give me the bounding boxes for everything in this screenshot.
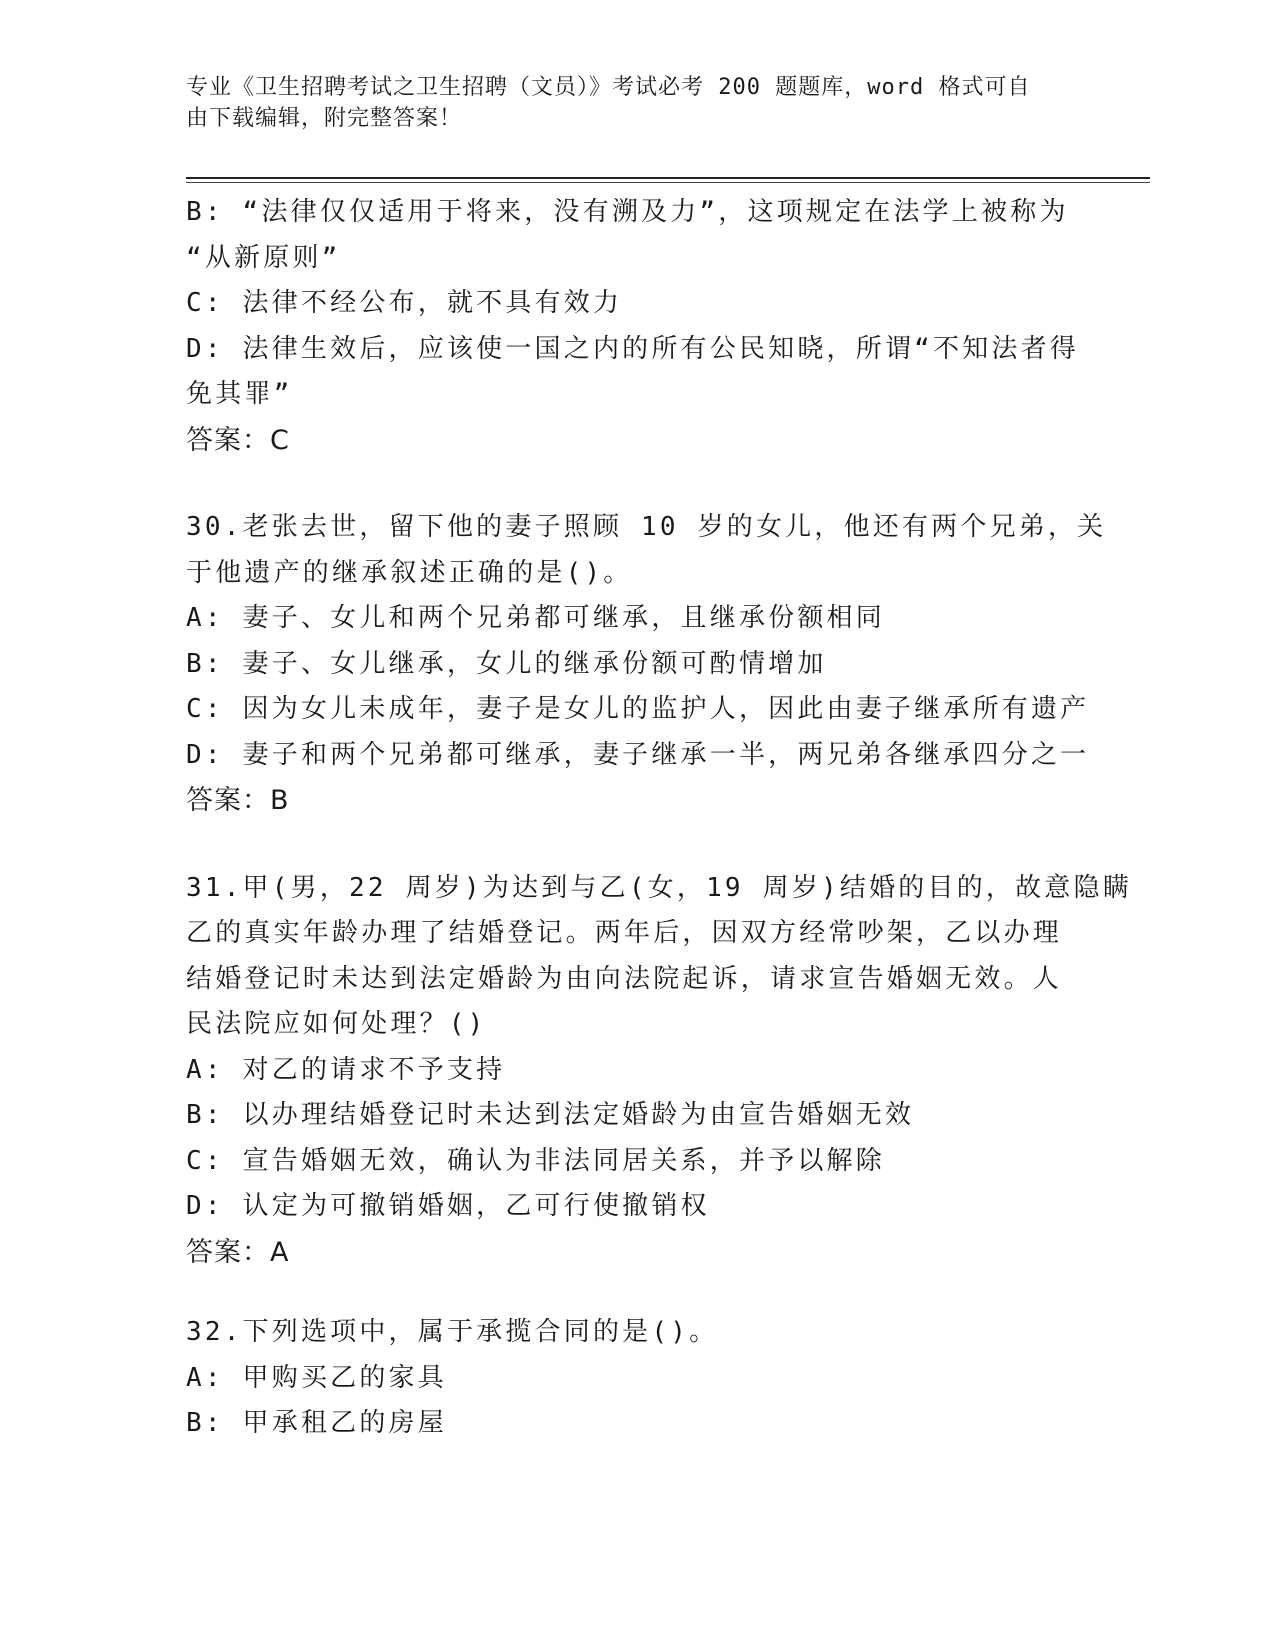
q31-option-d: D: 认定为可撤销婚姻，乙可行使撤销权 — [186, 1191, 710, 1221]
q30-stem-line-1: 30.老张去世，留下他的妻子照顾 10 岁的女儿，他还有两个兄弟，关 — [186, 512, 1107, 542]
q29-option-c: C: 法律不经公布，就不具有效力 — [186, 288, 623, 318]
q32-option-a: A: 甲购买乙的家具 — [186, 1362, 447, 1393]
q29-option-b-line-1: B: “法律仅仅适用于将来，没有溯及力”，这项规定在法学上被称为 — [186, 197, 1069, 227]
q30-answer: 答案：B — [186, 785, 290, 816]
q32-stem-line-1: 32.下列选项中，属于承揽合同的是()。 — [186, 1317, 719, 1347]
q30-option-d: D: 妻子和两个兄弟都可继承，妻子继承一半，两兄弟各继承四分之一 — [186, 739, 1090, 770]
q31-option-b: B: 以办理结婚登记时未达到法定婚龄为由宣告婚姻无效 — [186, 1100, 915, 1130]
q30-option-a: A: 妻子、女儿和两个兄弟都可继承，且继承份额相同 — [186, 603, 885, 633]
q31-stem-line-3: 结婚登记时未达到法定婚龄为由向法院起诉，请求宣告婚姻无效。人 — [186, 963, 1063, 994]
q29-answer: 答案：C — [186, 424, 290, 456]
q32-option-b: B: 甲承租乙的房屋 — [186, 1408, 447, 1438]
q31-stem-line-1: 31.甲(男，22 周岁)为达到与乙(女，19 周岁)结婚的目的，故意隐瞒 — [186, 872, 1132, 903]
q31-stem-line-4: 民法院应如何处理？() — [186, 1009, 487, 1039]
header-title-line-1: 专业《卫生招聘考试之卫生招聘（文员）》考试必考 200 题题库，word 格式可自 — [186, 75, 1031, 100]
q31-stem-line-2: 乙的真实年龄办理了结婚登记。两年后，因双方经常吵架，乙以办理 — [186, 918, 1063, 948]
question-32 — [186, 1310, 1086, 1447]
q30-option-b: B: 妻子、女儿继承，女儿的继承份额可酌情增加 — [186, 648, 827, 679]
header-divider-thick — [186, 177, 1150, 179]
spacer — [186, 1275, 1086, 1310]
q31-option-a: A: 对乙的请求不予支持 — [186, 1054, 506, 1085]
q29-option-b-line-2: “从新原则” — [186, 242, 341, 273]
document-header — [186, 72, 1086, 134]
spacer — [186, 463, 1086, 505]
header-divider-thin — [186, 182, 1150, 183]
q31-answer: 答案：A — [186, 1236, 290, 1268]
q29-option-d-line-1: D: 法律生效后，应该使一国之内的所有公民知晓，所谓“不知法者得 — [186, 333, 1080, 364]
question-29 — [186, 190, 1086, 463]
question-31 — [186, 866, 1132, 1276]
spacer — [186, 824, 1086, 866]
q29-option-d-line-2: 免其罪” — [186, 379, 293, 409]
q30-stem-line-2: 于他遗产的继承叙述正确的是()。 — [186, 557, 633, 588]
q30-option-c: C: 因为女儿未成年，妻子是女儿的监护人，因此由妻子继承所有遗产 — [186, 694, 1090, 724]
document-body — [186, 190, 1132, 1447]
question-30 — [186, 505, 1107, 824]
q31-option-c: C: 宣告婚姻无效，确认为非法同居关系，并予以解除 — [186, 1145, 885, 1176]
header-title-line-2: 由下载编辑，附完整答案！ — [186, 106, 463, 131]
